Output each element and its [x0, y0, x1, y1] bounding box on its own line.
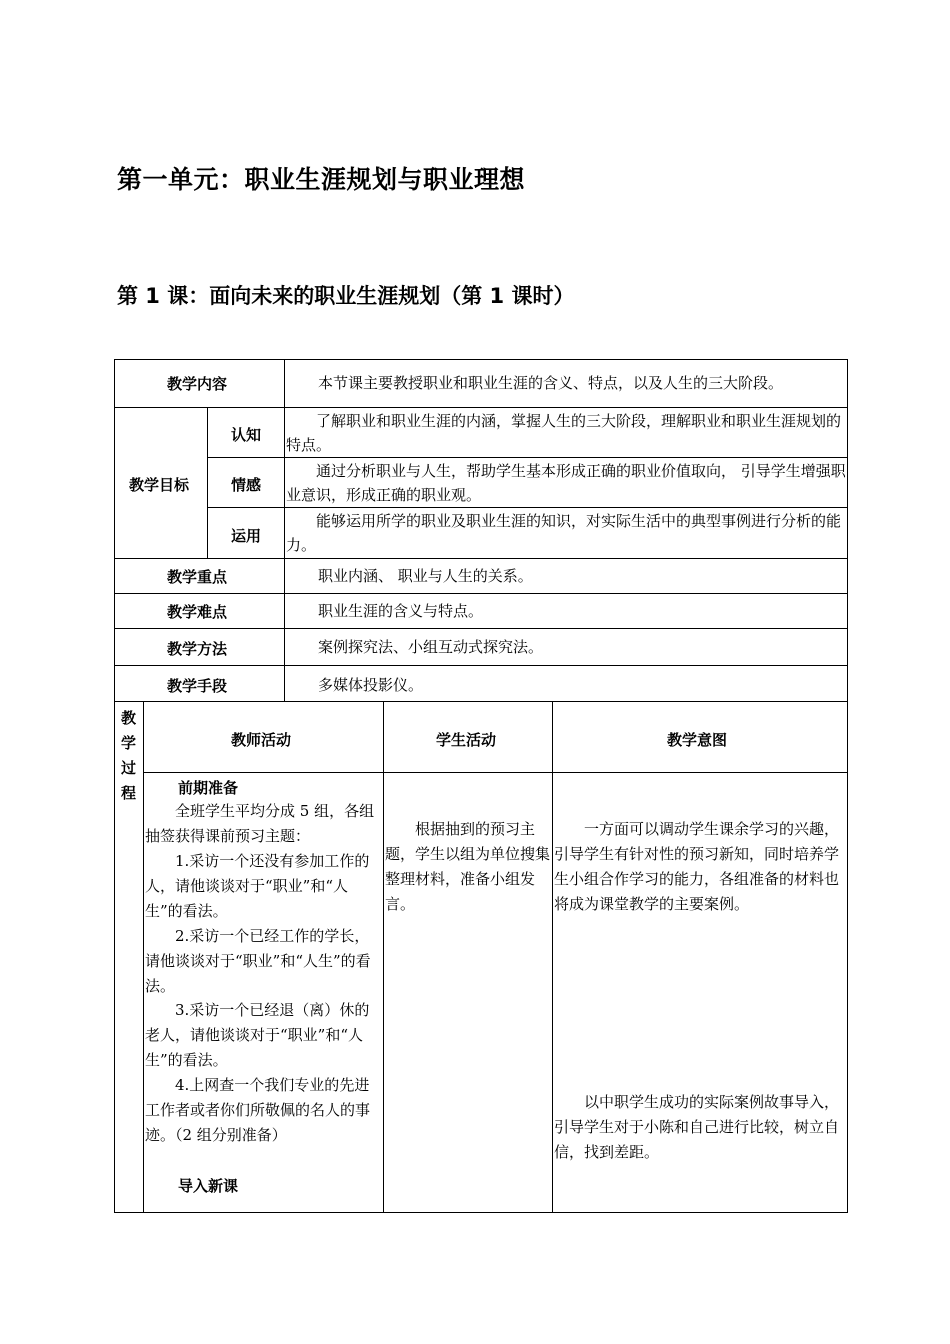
col-teacher-header: 教师活动	[231, 731, 292, 749]
goals-label: 教学目标	[129, 476, 190, 494]
content-label: 教学内容	[167, 375, 228, 393]
teacher-item-2: 2.采访一个已经工作的学长，请他谈谈对于“职业”和“人生”的看法。	[145, 927, 371, 995]
process-label: 教学过程	[121, 709, 137, 802]
intro-heading: 导入新课	[178, 1177, 239, 1195]
col-student-header: 学生活动	[436, 731, 497, 749]
goal-emotion-text: 通过分析职业与人生，帮助学生基本形成正确的职业价值取向， 引导学生增强职业意识，形成正确的职业观。	[286, 462, 846, 504]
means-label: 教学手段	[167, 677, 228, 695]
goal-emotion-label: 情感	[231, 476, 262, 494]
key-label: 教学重点	[167, 568, 228, 586]
lesson-title: 第 1 课：面向未来的职业生涯规划（第 1 课时）	[117, 284, 575, 308]
goal-apply-text: 能够运用所学的职业及职业生涯的知识，对实际生活中的典型事例进行分析的能力。	[286, 512, 842, 554]
teacher-item-3: 3.采访一个已经退（离）休的老人，请他谈谈对于“职业”和“人生”的看法。	[145, 1001, 370, 1069]
content-text: 本节课主要教授职业和职业生涯的含义、特点，以及人生的三大阶段。	[318, 374, 784, 392]
col-intent-header: 教学意图	[667, 731, 728, 749]
goal-cognition-label: 认知	[231, 426, 262, 444]
difficult-text: 职业生涯的含义与特点。	[318, 602, 484, 620]
goal-apply-label: 运用	[231, 527, 262, 545]
prep-heading: 前期准备	[178, 779, 239, 797]
teacher-text: 全班学生平均分成 5 组，各组抽签获得课前预习主题：	[145, 802, 375, 845]
teacher-item-4: 4.上网查一个我们专业的先进工作者或者你们所敬佩的名人的事迹。（2 组分别准备）	[145, 1076, 371, 1144]
difficult-label: 教学难点	[167, 603, 228, 621]
unit-title: 第一单元：职业生涯规划与职业理想	[117, 165, 526, 194]
teacher-item-1: 1.采访一个还没有参加工作的人，请他谈谈对于“职业”和“人生”的看法。	[145, 852, 370, 920]
goal-cognition-text: 了解职业和职业生涯的内涵，掌握人生的三大阶段，理解职业和职业生涯规划的特点。	[286, 412, 842, 454]
method-label: 教学方法	[167, 640, 228, 658]
means-text: 多媒体投影仪。	[318, 676, 424, 694]
intent-text-2: 以中职学生成功的实际案例故事导入，引导学生对于小陈和自己进行比较，树立自信，找到差距。	[554, 1093, 840, 1161]
student-text: 根据抽到的预习主题，学生以组为单位搜集整理材料，准备小组发言。	[385, 820, 551, 913]
key-text: 职业内涵、 职业与人生的关系。	[318, 567, 533, 585]
method-text: 案例探究法、小组互动式探究法。	[318, 638, 544, 656]
intent-text-1: 一方面可以调动学生课余学习的兴趣，引导学生有针对性的预习新知，同时培养学生小组合作学习的能力，各组准备的材料也将成为课堂教学的主要案例。	[554, 820, 840, 913]
